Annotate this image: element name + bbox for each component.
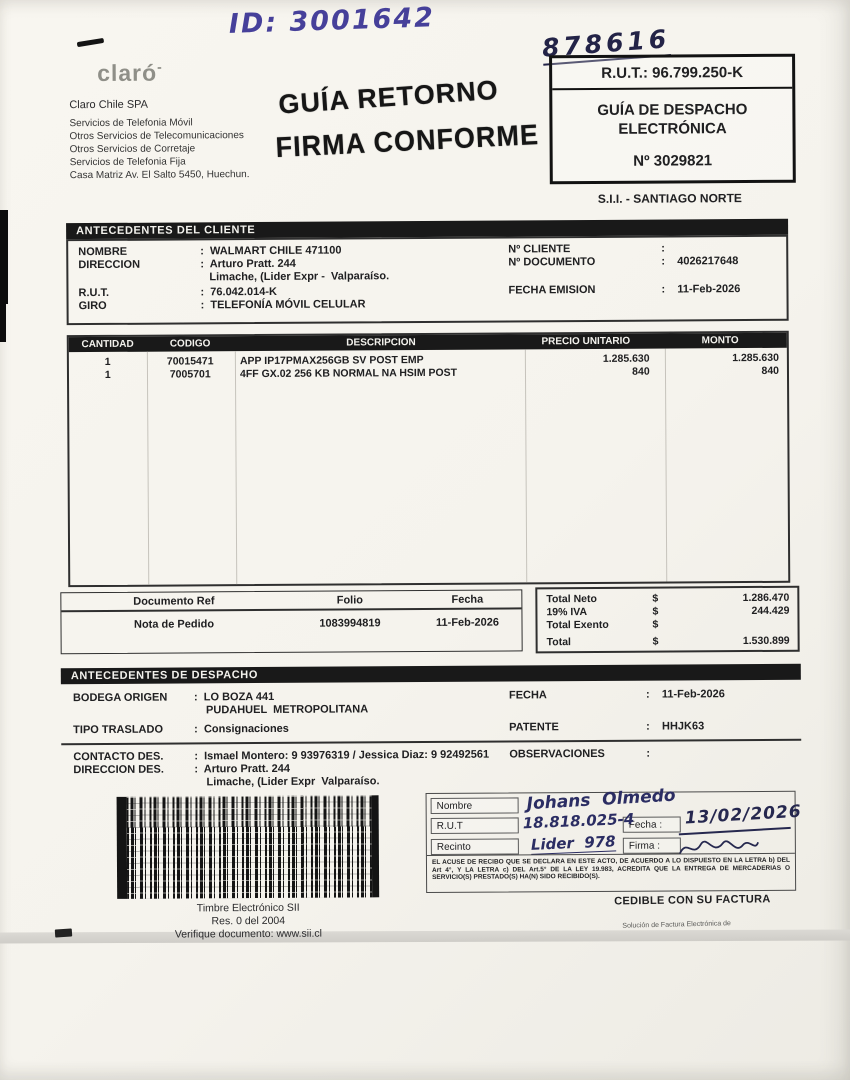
company-service-line: Otros Servicios de Corretaje <box>69 143 196 156</box>
label-observaciones: OBSERVACIONES <box>509 747 605 761</box>
label-giro: GIRO <box>78 299 107 313</box>
company-service-line: Otros Servicios de Telecomunicaciones <box>69 130 244 143</box>
label-nombre: NOMBRE <box>78 245 128 259</box>
item-cantidad: 1 <box>104 355 111 368</box>
item-cantidad: 1 <box>104 368 111 381</box>
ref-folio: 1083994819 <box>319 617 381 630</box>
value-bodega-origen-1: : LO BOZA 441 <box>193 690 275 704</box>
label-fecha-despacho: FECHA <box>508 689 547 702</box>
value-numero-cliente: : <box>661 242 665 255</box>
timbre-verify-url: Verifique documento: www.sii.cl <box>174 927 322 941</box>
col-header-folio: Folio <box>336 593 364 607</box>
recibo-panel <box>426 785 803 893</box>
label-rut-cliente: R.U.T. <box>78 286 110 300</box>
doc-type-line2: ELECTRÓNICA <box>618 120 727 138</box>
item-monto: 1.285.630 <box>732 351 779 365</box>
ref-table-header <box>61 590 521 612</box>
sii-rut: R.U.T.: 96.799.250-K <box>552 57 792 90</box>
total-label: Total <box>546 636 571 649</box>
cedible-note: CEDIBLE CON SU FACTURA <box>614 893 771 908</box>
label-direccion-destino: DIRECCION DES. <box>73 763 164 777</box>
col-header-descripcion: DESCRIPCION <box>346 337 416 349</box>
claro-logo-text: claró <box>97 59 158 86</box>
claro-logo-tick: - <box>157 58 163 75</box>
value-bodega-origen-2: PUDAHUEL METROPOLITANA <box>205 703 369 717</box>
sii-rut-box <box>549 54 796 185</box>
currency-symbol: $ <box>652 605 659 618</box>
value-fecha-despacho: : 11-Feb-2026 <box>645 688 725 701</box>
item-codigo: 70015471 <box>166 355 214 368</box>
stamp-guia-retorno: GUÍA RETORNO <box>277 74 500 120</box>
value-direccion-destino-1: : Arturo Pratt. 244 <box>194 762 290 776</box>
company-service-line: Casa Matriz Av. El Salto 5450, Huechun. <box>69 169 250 182</box>
value-observaciones: : <box>646 747 651 760</box>
sii-office: S.I.I. - SANTIAGO NORTE <box>597 191 742 206</box>
col-header-cantidad: CANTIDAD <box>81 338 134 351</box>
section-header-cliente: ANTECEDENTES DEL CLIENTE <box>66 219 788 239</box>
handwritten-fecha: 13/02/2026 <box>684 801 803 829</box>
label-contacto-destino: CONTACTO DES. <box>73 750 164 764</box>
value-giro: : TELEFONÍA MÓVIL CELULAR <box>200 298 366 312</box>
ref-doc-table <box>60 589 522 654</box>
item-precio-unitario: 1.285.630 <box>602 352 650 365</box>
value-fecha-emision: : 11-Feb-2026 <box>661 283 741 296</box>
ref-fecha: 11-Feb-2026 <box>435 616 500 629</box>
total-value: 1.530.899 <box>742 634 790 648</box>
rut-label-box: R.U.T <box>431 817 519 834</box>
claro-logo <box>97 59 163 87</box>
column-divider <box>525 349 527 582</box>
totals-box <box>535 586 799 654</box>
value-patente: : HHJK63 <box>646 720 705 733</box>
column-divider <box>147 352 149 585</box>
client-info-box <box>66 235 789 325</box>
label-tipo-traslado: TIPO TRASLADO <box>73 723 164 737</box>
col-header-documento-ref: Documento Ref <box>133 594 215 608</box>
handwritten-fecha-underline <box>679 827 791 836</box>
col-header-fecha: Fecha <box>451 593 484 606</box>
provider-note: Solución de Factura Electrónica de <box>622 920 731 930</box>
divider-line <box>61 739 801 746</box>
col-header-precio-unitario: PRECIO UNITARIO <box>541 335 631 348</box>
label-numero-cliente: Nº CLIENTE <box>508 243 571 256</box>
section-header-despacho: ANTECEDENTES DE DESPACHO <box>61 664 801 685</box>
label-patente: PATENTE <box>509 721 559 734</box>
currency-symbol: $ <box>652 618 659 631</box>
doc-type <box>552 89 792 141</box>
nombre-label-box: Nombre <box>431 797 519 814</box>
col-header-codigo: CODIGO <box>169 338 211 350</box>
label-bodega-origen: BODEGA ORIGEN <box>72 691 168 705</box>
col-header-monto: MONTO <box>701 335 739 347</box>
item-monto: 840 <box>761 364 780 377</box>
currency-symbol: $ <box>652 592 659 605</box>
company-service-line: Servicios de Telefonia Móvil <box>69 117 193 130</box>
doc-type-line1: GUÍA DE DESPACHO <box>597 101 748 119</box>
label-direccion: DIRECCION <box>78 258 141 272</box>
total-neto-label: Total Neto <box>546 592 597 606</box>
timbre-line-2: Res. 0 del 2004 <box>211 914 286 928</box>
company-name: Claro Chile SPA <box>69 98 149 112</box>
value-nombre: : WALMART CHILE 471100 <box>200 244 342 258</box>
timbre-line-1: Timbre Electrónico SII <box>196 901 300 915</box>
total-row <box>538 634 798 649</box>
value-tipo-traslado: : Consignaciones <box>194 722 289 736</box>
total-neto-row <box>537 591 797 606</box>
iva-value: 244.429 <box>751 604 790 618</box>
items-table-header <box>69 333 787 352</box>
company-service-lines <box>69 116 249 182</box>
legal-text: EL ACUSE DE RECIBO QUE SE DECLARA EN ESTE ACTO, DE ACUERDO A LO DISPUESTO EN LA LETRA b) DEL Art 4°, Y LA LETRA c) DEL Art.5° DE LA LEY 19.983, ACREDITA QUE LA ENTREGA DE MERCADERIAS O SERVICIO(S) PRESTADO(S) HA(N) SIDO RECIBIDO(S). <box>427 853 795 892</box>
value-numero-documento: : 4026217648 <box>661 255 739 268</box>
company-service-line: Servicios de Telefonia Fija <box>69 156 186 169</box>
pen-mark <box>77 38 104 47</box>
iva-label: 19% IVA <box>546 606 588 619</box>
currency-symbol: $ <box>652 635 659 648</box>
total-exento-label: Total Exento <box>546 618 609 632</box>
handwritten-rut: 18.818.025-4 <box>522 809 635 833</box>
fecha-label-box: Fecha : <box>623 816 681 832</box>
stamp-firma-conforme: FIRMA CONFORME <box>274 118 540 164</box>
items-table <box>67 331 791 587</box>
label-fecha-emision: FECHA EMISION <box>508 283 596 297</box>
value-direccion-2: Limache, (Lider Expr - Valparaíso. <box>209 270 390 284</box>
timbre-pdf417-barcode <box>117 795 380 899</box>
handwritten-folio-number: 878616 <box>541 24 671 66</box>
column-divider <box>665 349 667 582</box>
value-contacto-destino: : Ismael Montero: 9 93976319 / Jessica Diaz: 9 92492561 <box>194 748 490 763</box>
timbre-caption <box>132 901 364 941</box>
item-descripcion: APP IP17PMAX256GB SV POST EMP <box>239 354 424 368</box>
total-neto-value: 1.286.470 <box>742 591 790 605</box>
ref-documento: Nota de Pedido <box>133 618 215 631</box>
value-direccion-destino-2: Limache, (Lider Expr Valparaíso. <box>206 775 380 789</box>
recinto-label-box: Recinto <box>431 838 519 855</box>
label-numero-documento: Nº DOCUMENTO <box>508 255 596 269</box>
item-precio-unitario: 840 <box>632 365 650 378</box>
value-direccion-1: : Arturo Pratt. 244 <box>200 257 296 271</box>
handwritten-nombre: Johans Olmedo <box>526 785 677 815</box>
doc-number: Nº 3029821 <box>633 152 713 170</box>
item-descripcion: 4FF GX.02 256 KB NORMAL NA HSIM POST <box>239 366 458 381</box>
value-rut-cliente: : 76.042.014-K <box>200 285 277 299</box>
ref-table-row <box>61 616 521 631</box>
firma-label-box: Firma : <box>623 837 681 853</box>
column-divider <box>235 351 237 584</box>
handwritten-doc-id: ID: 3001642 <box>228 2 436 40</box>
item-codigo: 7005701 <box>169 368 211 381</box>
handwritten-recinto: Lider 978 <box>530 832 616 854</box>
